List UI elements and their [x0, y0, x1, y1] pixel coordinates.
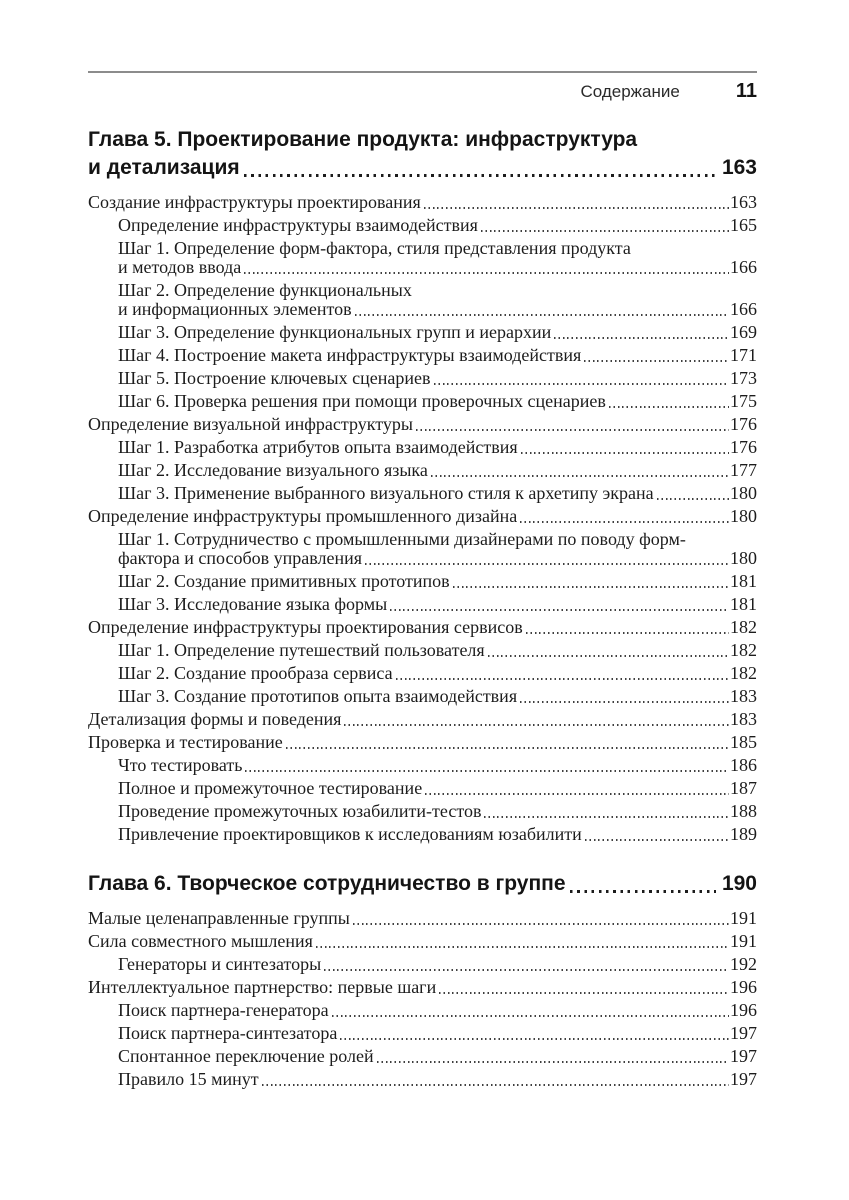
toc-entry-line	[118, 779, 757, 798]
toc-entry-title: Шаг 4. Построение макета инфраструктуры взаимодействия	[118, 345, 582, 365]
chapter-heading	[88, 126, 757, 182]
toc-entry-title: фактора и способов управления	[118, 548, 363, 568]
toc-entry-title: Шаг 1. Разработка атрибутов опыта взаимодействия	[118, 437, 518, 457]
toc-entry-page: 169	[730, 322, 757, 342]
leader-dots	[484, 816, 729, 818]
toc-entry-title: Проведение промежуточных юзабилити-тестов	[118, 801, 482, 821]
toc-entry-line	[118, 281, 757, 300]
toc-entry-line	[118, 530, 757, 549]
leader-dots	[609, 406, 729, 408]
toc-section	[88, 870, 757, 1089]
leader-dots	[286, 747, 729, 749]
toc-entry-title: Создание инфраструктуры проектирования	[88, 192, 421, 212]
toc-entry-line	[118, 484, 757, 503]
toc-entry	[88, 239, 757, 277]
toc-entry-title: Шаг 3. Исследование языка формы	[118, 594, 388, 614]
toc-entry-page: 181	[730, 571, 757, 591]
toc-entry	[88, 756, 757, 775]
leader-dots	[355, 314, 729, 316]
toc-entry-page: 189	[730, 824, 757, 844]
toc-entry-page: 196	[730, 977, 757, 997]
leader-dots	[244, 272, 729, 274]
toc-entry-title: Детализация формы и поведения	[88, 709, 342, 729]
toc-entry-title: Шаг 1. Определение форм-фактора, стиля представления продукта	[118, 238, 631, 258]
toc-entry-line	[118, 641, 757, 660]
toc-entry	[88, 687, 757, 706]
toc-entry	[88, 346, 757, 365]
toc-entry-line	[118, 802, 757, 821]
toc-entry-title: Шаг 3. Определение функциональных групп и иерархии	[118, 322, 552, 342]
toc-entry-line	[118, 595, 757, 614]
toc-entry-title: Что тестировать	[118, 755, 243, 775]
toc-entry-line	[118, 438, 757, 457]
leader-dots	[481, 230, 729, 232]
toc-entry-page: 182	[730, 663, 757, 683]
toc-entry-title: Поиск партнера-синтезатора	[118, 1023, 338, 1043]
toc-entry	[88, 572, 757, 591]
toc-entry-title: Малые целенаправленные группы	[88, 908, 350, 928]
toc-entry-line	[88, 193, 757, 212]
leader-dots	[521, 452, 729, 454]
toc-entry-page: 186	[730, 755, 757, 775]
toc-entry-line	[118, 392, 757, 411]
toc-entry-page: 176	[730, 414, 757, 434]
toc-entry-line	[118, 300, 757, 319]
running-header-title: Содержание	[580, 82, 680, 101]
toc-entry-line	[118, 825, 757, 844]
toc-entry-list	[88, 193, 757, 844]
toc-entry-title: Определение инфраструктуры проектирования сервисов	[88, 617, 523, 637]
leader-dots	[316, 946, 729, 948]
chapter-page-number: 190	[721, 872, 757, 895]
chapter-title-text: Глава 5. Проектирование продукта: инфраструктура	[88, 128, 638, 151]
toc-entry-list	[88, 909, 757, 1089]
toc-entry-page: 173	[730, 368, 757, 388]
leader-dots	[416, 429, 729, 431]
toc-entry-line	[118, 258, 757, 277]
toc-entry-title: и методов ввода	[118, 257, 242, 277]
toc-entry-page: 166	[730, 299, 757, 319]
toc-entry-line	[118, 346, 757, 365]
toc-entry	[88, 909, 757, 928]
leader-dots	[439, 992, 729, 994]
toc-entry-page: 175	[730, 391, 757, 411]
toc-entry-title: Поиск партнера-генератора	[118, 1000, 329, 1020]
leader-dots	[262, 1084, 729, 1086]
leader-dots	[453, 586, 729, 588]
leader-dots	[377, 1061, 729, 1063]
toc-entry-page: 177	[730, 460, 757, 480]
toc-entry-title: Шаг 5. Построение ключевых сценариев	[118, 368, 431, 388]
toc-entry-page: 197	[730, 1046, 757, 1066]
chapter-heading-line	[88, 126, 757, 154]
toc-entry-title: Генераторы и синтезаторы	[118, 954, 322, 974]
toc-entry-page: 180	[730, 483, 757, 503]
toc-entry-title: Шаг 2. Создание примитивных прототипов	[118, 571, 450, 591]
toc-entry	[88, 733, 757, 752]
toc-entry	[88, 595, 757, 614]
toc-entry	[88, 507, 757, 526]
toc-entry-line	[118, 572, 757, 591]
page-content	[88, 0, 757, 1093]
toc-entry-line	[118, 1070, 757, 1089]
toc-entry-page: 171	[730, 345, 757, 365]
page-number: 11	[735, 80, 757, 102]
leader-dots	[332, 1015, 729, 1017]
toc-entry-line	[88, 978, 757, 997]
toc-entry-page: 176	[730, 437, 757, 457]
toc-entry-title: Шаг 1. Сотрудничество с промышленными дизайнерами по поводу форм-	[118, 529, 686, 549]
leader-dots	[245, 770, 729, 772]
toc-entry	[88, 932, 757, 951]
toc-entry	[88, 664, 757, 683]
toc-entry-title: Определение инфраструктуры взаимодействия	[118, 215, 478, 235]
leader-dots	[431, 475, 729, 477]
toc-entry	[88, 216, 757, 235]
toc-entry-line	[118, 756, 757, 775]
toc-entry-title: Шаг 1. Определение путешествий пользователя	[118, 640, 485, 660]
toc-entry	[88, 415, 757, 434]
chapter-page-number: 163	[721, 156, 757, 179]
toc-entry	[88, 193, 757, 212]
toc-entry-page: 197	[730, 1069, 757, 1089]
toc-entry-line	[88, 710, 757, 729]
leader-dots	[324, 969, 729, 971]
toc-entry-line	[118, 1024, 757, 1043]
toc-entry-line	[118, 687, 757, 706]
chapter-heading-line	[88, 870, 757, 898]
toc-entry-page: 182	[730, 640, 757, 660]
leader-dots	[365, 563, 729, 565]
chapter-leader-dots	[244, 174, 716, 177]
leader-dots	[520, 701, 729, 703]
toc-entry	[88, 710, 757, 729]
leader-dots	[344, 724, 729, 726]
toc-entry-title: Шаг 6. Проверка решения при помощи проверочных сценариев	[118, 391, 606, 411]
toc-entry-line	[88, 507, 757, 526]
toc-entry-page: 197	[730, 1023, 757, 1043]
chapter-leader-dots	[570, 890, 716, 893]
toc-entry-title: Шаг 3. Применение выбранного визуального стиля к архетипу экрана	[118, 483, 654, 503]
toc-entry	[88, 802, 757, 821]
leader-dots	[554, 337, 729, 339]
toc-entry-page: 187	[730, 778, 757, 798]
toc-entry-page: 188	[730, 801, 757, 821]
toc-entry-page: 191	[730, 908, 757, 928]
toc-entry-page: 183	[730, 709, 757, 729]
toc-entry-line	[118, 1047, 757, 1066]
leader-dots	[488, 655, 729, 657]
toc-entry-line	[118, 1001, 757, 1020]
toc-entry-page: 192	[730, 954, 757, 974]
toc-entry-title: Шаг 2. Исследование визуального языка	[118, 460, 428, 480]
toc-entry	[88, 484, 757, 503]
toc-entry-page: 182	[730, 617, 757, 637]
toc-entry-title: Проверка и тестирование	[88, 732, 283, 752]
toc-entry-title: Полное и промежуточное тестирование	[118, 778, 423, 798]
toc-entry	[88, 978, 757, 997]
toc-entry-title: Шаг 3. Создание прототипов опыта взаимодействия	[118, 686, 518, 706]
leader-dots	[424, 207, 729, 209]
toc-entry-line	[88, 733, 757, 752]
toc-entry-line	[118, 369, 757, 388]
toc-entry-page: 165	[730, 215, 757, 235]
leader-dots	[353, 923, 729, 925]
leader-dots	[657, 498, 729, 500]
toc-entry	[88, 1070, 757, 1089]
toc-entry-title: Шаг 2. Определение функциональных	[118, 280, 412, 300]
toc-entry	[88, 530, 757, 568]
leader-dots	[585, 839, 729, 841]
toc-entry-page: 163	[730, 192, 757, 212]
toc-entry-line	[118, 216, 757, 235]
chapter-heading	[88, 870, 757, 898]
toc-entry-line	[118, 461, 757, 480]
toc-entry-line	[118, 239, 757, 258]
leader-dots	[434, 383, 730, 385]
leader-dots	[526, 632, 729, 634]
chapter-title-text: и детализация	[88, 156, 240, 179]
toc-entry-title: Шаг 2. Создание прообраза сервиса	[118, 663, 393, 683]
toc-entry-line	[118, 549, 757, 568]
toc-entry-page: 185	[730, 732, 757, 752]
toc-entry-title: и информационных элементов	[118, 299, 352, 319]
toc-entry-page: 180	[730, 506, 757, 526]
toc-entry-line	[118, 955, 757, 974]
chapter-heading-line	[88, 154, 757, 182]
toc-entry	[88, 461, 757, 480]
toc-entry-line	[118, 664, 757, 683]
toc-entry	[88, 618, 757, 637]
toc-entry-line	[118, 323, 757, 342]
toc-entry-line	[88, 618, 757, 637]
toc-entry	[88, 955, 757, 974]
toc-entry	[88, 281, 757, 319]
header-rule	[88, 71, 757, 73]
toc-entry-title: Привлечение проектировщиков к исследованиям юзабилити	[118, 824, 582, 844]
toc-entry	[88, 1001, 757, 1020]
toc-entry-title: Спонтанное переключение ролей	[118, 1046, 374, 1066]
toc-entry	[88, 1047, 757, 1066]
toc-entry-title: Определение визуальной инфраструктуры	[88, 414, 413, 434]
toc-entry-page: 196	[730, 1000, 757, 1020]
toc-entry	[88, 392, 757, 411]
toc-entry-line	[88, 932, 757, 951]
toc	[88, 126, 757, 1089]
toc-entry-page: 166	[730, 257, 757, 277]
running-header	[88, 80, 757, 103]
toc-entry	[88, 323, 757, 342]
toc-entry-title: Интеллектуальное партнерство: первые шаги	[88, 977, 437, 997]
leader-dots	[425, 793, 729, 795]
toc-entry-page: 191	[730, 931, 757, 951]
toc-entry-page: 180	[730, 548, 757, 568]
leader-dots	[396, 678, 729, 680]
toc-entry	[88, 641, 757, 660]
toc-entry-line	[88, 909, 757, 928]
toc-entry	[88, 438, 757, 457]
leader-dots	[340, 1038, 729, 1040]
toc-entry	[88, 1024, 757, 1043]
leader-dots	[520, 521, 729, 523]
toc-entry	[88, 825, 757, 844]
chapter-title-text: Глава 6. Творческое сотрудничество в группе	[88, 872, 566, 895]
toc-entry	[88, 779, 757, 798]
toc-entry-title: Сила совместного мышления	[88, 931, 313, 951]
toc-section	[88, 126, 757, 844]
toc-entry	[88, 369, 757, 388]
leader-dots	[584, 360, 729, 362]
toc-entry-title: Правило 15 минут	[118, 1069, 259, 1089]
toc-entry-title: Определение инфраструктуры промышленного дизайна	[88, 506, 518, 526]
toc-entry-page: 183	[730, 686, 757, 706]
leader-dots	[390, 609, 729, 611]
toc-entry-page: 181	[730, 594, 757, 614]
toc-entry-line	[88, 415, 757, 434]
